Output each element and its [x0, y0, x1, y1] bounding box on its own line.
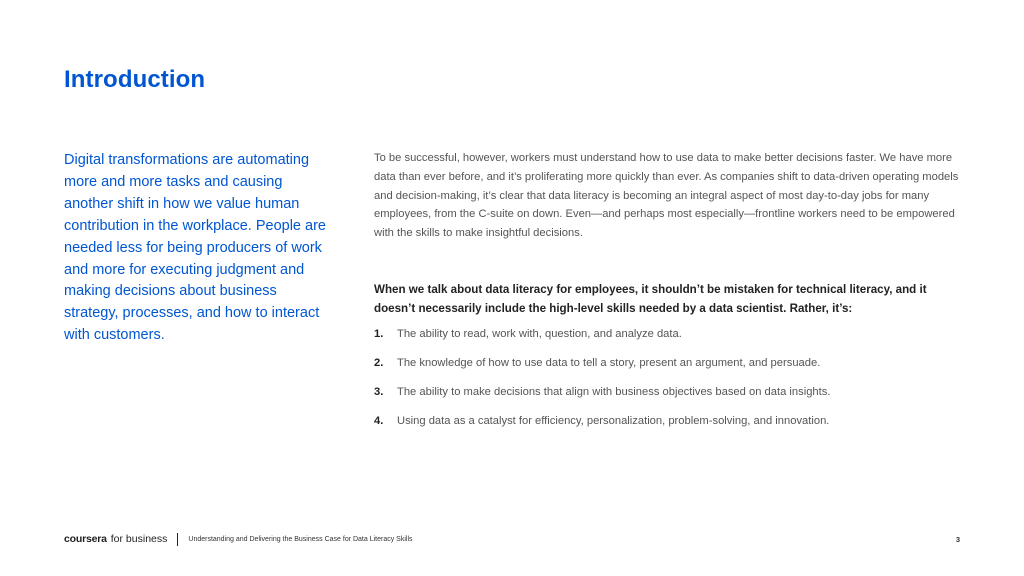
brand-logo — [64, 533, 167, 545]
brand-suffix: for business — [110, 533, 168, 545]
list-item-text: The ability to read, work with, question, and analyze data. — [397, 328, 682, 340]
footer — [64, 531, 960, 547]
skills-list — [374, 328, 960, 444]
list-item-number: 3. — [374, 386, 384, 398]
intro-lead-text: Digital transformations are automating more and more tasks and causing another shift in how we value human contribution in the workplace. People are needed less for being producers of work and more for executing judgment and making decisions about business strategy, processes, and how to interact with customers. — [64, 152, 326, 344]
footer-divider — [177, 533, 178, 546]
list-item-number: 2. — [374, 357, 384, 369]
list-item — [374, 357, 960, 386]
page-number: 3 — [955, 534, 960, 544]
list-item-text: The ability to make decisions that align with business objectives based on data insights. — [397, 386, 831, 398]
list-item — [374, 328, 960, 357]
list-item — [374, 415, 960, 444]
list-item-text: Using data as a catalyst for efficiency, personalization, problem-solving, and innovation. — [397, 415, 830, 427]
list-item-number: 4. — [374, 415, 384, 427]
list-item — [374, 386, 960, 415]
list-item-number: 1. — [374, 328, 384, 340]
brand-name: coursera — [64, 533, 107, 545]
footer-document-title: Understanding and Delivering the Business Case for Data Literacy Skills — [188, 535, 413, 543]
page-title: Introduction — [64, 66, 206, 93]
list-intro-text: When we talk about data literacy for employees, it shouldn’t be mistaken for technical literacy, and it doesn’t necessarily include the high-level skills needed by a data scientist. Rather, it’s: — [374, 283, 927, 315]
list-item-text: The knowledge of how to use data to tell a story, present an argument, and persuade. — [397, 357, 821, 369]
body-paragraph: To be successful, however, workers must understand how to use data to make better decisions faster. We have more data than ever before, and it’s proliferating more quickly than ever. As companies shift to data-driven operating models and decision-making, it’s clear that data literacy is becoming an integral aspect of most day-to-day jobs for many employees, from the C-suite on down. Even—and perhaps most especially—frontline workers need to be empowered with the skills to make insightful decisions. — [374, 152, 959, 240]
